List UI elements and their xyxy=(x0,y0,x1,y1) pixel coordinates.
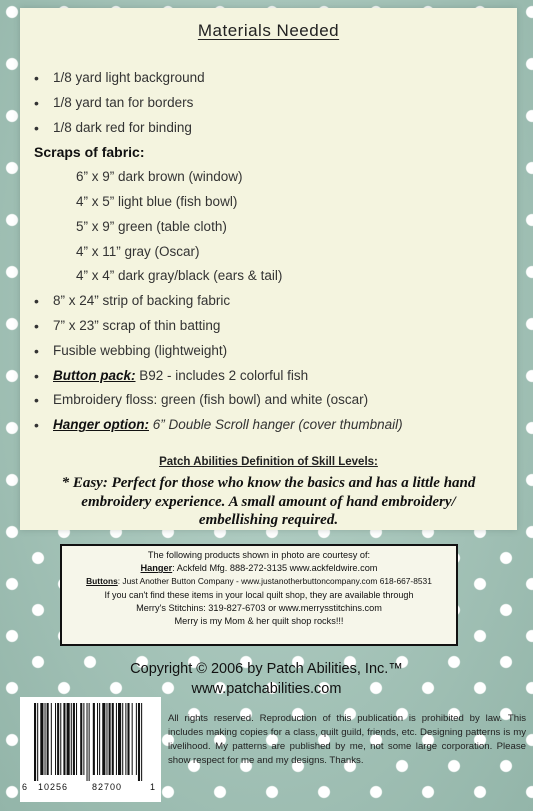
credits-buttons: Buttons: Just Another Button Company - www.justanotherbuttoncompany.com 618-667-8531 xyxy=(86,576,432,587)
barcode-digit-right: 1 xyxy=(150,782,157,792)
barcode-bar xyxy=(118,703,121,775)
barcode-bar xyxy=(141,703,142,781)
materials-panel xyxy=(20,8,517,530)
barcode-bar xyxy=(106,703,107,775)
barcode-bar xyxy=(51,703,52,775)
barcode-bar xyxy=(55,703,56,775)
barcode-bar xyxy=(45,703,46,775)
barcode-bar xyxy=(60,703,61,775)
barcode-bar xyxy=(127,703,129,775)
hanger-label: Hanger option: xyxy=(53,417,149,433)
barcode-bar xyxy=(47,703,49,775)
barcode xyxy=(20,697,161,802)
list-item: • 1/8 yard tan for borders xyxy=(34,95,504,120)
barcode-bar xyxy=(125,703,126,775)
skill-levels-title: Patch Abilities Definition of Skill Levels: xyxy=(159,456,378,468)
barcode-bar xyxy=(67,703,70,775)
floss-item: • Embroidery floss: green (fish bowl) and white (oscar) xyxy=(34,392,504,417)
credits-availability: If you can't find these items in your local quilt shop, they are available through xyxy=(104,589,414,600)
scrap-item: 5” x 9” green (table cloth) xyxy=(76,218,227,234)
barcode-bar xyxy=(40,703,43,775)
barcode-bar xyxy=(80,703,82,775)
credits-merrys: Merry's Stitchins: 319-827-6703 or www.merrysstitchins.com xyxy=(136,602,382,613)
barcode-bar xyxy=(138,703,140,781)
scrap-item: 6” x 9” dark brown (window) xyxy=(76,169,243,185)
scraps-heading: Scraps of fabric: xyxy=(34,144,145,161)
barcode-bar xyxy=(87,703,88,781)
barcode-bar xyxy=(71,703,72,775)
scrap-item: 4” x 11” gray (Oscar) xyxy=(76,243,200,259)
barcode-bar xyxy=(122,703,123,775)
credits-note: Merry is my Mom & her quilt shop rocks!!! xyxy=(174,616,344,627)
list-item: • 8” x 24” strip of backing fabric xyxy=(34,293,504,318)
barcode-bar xyxy=(102,703,105,775)
skill-levels-text: * Easy: Perfect for those who know the basics and has a little hand embroidery experience. A small amount of hand embroidery/ embellishing required. xyxy=(61,475,476,528)
scrap-item: 4” x 4” dark gray/black (ears & tail) xyxy=(76,268,283,284)
barcode-bar xyxy=(109,703,111,775)
product-credits-box xyxy=(60,544,458,646)
barcode-digit-left: 6 xyxy=(22,782,29,792)
barcode-bar xyxy=(76,703,77,775)
credits-intro: The following products shown in photo are courtesy of: xyxy=(147,550,371,560)
rights-notice: All rights reserved. Reproduction of this publication is prohibited by law. This includes making copies for a class, quilt guild, friends, etc. Designing patterns is my livelihood. My patterns are published by me, not some large corporation. Please show respect for me and my designs. Thanks. xyxy=(168,713,526,766)
barcode-bar xyxy=(37,703,38,781)
scrap-item: 4” x 5” light blue (fish bowl) xyxy=(76,193,238,209)
list-item: • Fusible webbing (lightweight) xyxy=(34,343,504,368)
list-item: • 7” x 23” scrap of thin batting xyxy=(34,318,504,343)
barcode-bar xyxy=(73,703,75,775)
barcode-bar xyxy=(83,703,84,775)
barcode-bar xyxy=(34,703,36,781)
button-pack-item: • Button pack: B92 - includes 2 colorful fish xyxy=(34,368,504,393)
barcode-digits-1: 10256 xyxy=(38,782,69,792)
barcode-bar xyxy=(136,703,137,775)
barcode-bar xyxy=(99,703,100,775)
barcode-bars xyxy=(28,703,153,781)
barcode-bar xyxy=(116,703,117,775)
barcode-bar xyxy=(93,703,95,775)
hanger-item: • Hanger option: 6” Double Scroll hanger (cover thumbnail) xyxy=(34,417,504,442)
website-line: www.patchabilities.com xyxy=(191,681,342,697)
button-pack-label: Button pack: xyxy=(53,367,136,383)
barcode-bar xyxy=(112,703,114,775)
barcode-bar xyxy=(63,703,65,775)
barcode-digits-2: 82700 xyxy=(92,782,123,792)
copyright-line: Copyright © 2006 by Patch Abilities, Inc.™ xyxy=(130,661,403,677)
list-item: • 1/8 dark red for binding xyxy=(34,120,504,145)
barcode-bar xyxy=(132,703,133,775)
barcode-bar xyxy=(57,703,59,775)
copyright-block xyxy=(0,659,533,699)
materials-list xyxy=(34,70,504,442)
materials-title: Materials Needed xyxy=(197,21,340,40)
barcode-bar xyxy=(97,703,98,775)
list-item: • 1/8 yard light background xyxy=(34,70,504,95)
barcode-bar xyxy=(89,703,90,781)
credits-hanger: Hanger: Ackfeld Mfg. 888-272-3135 www.ackfeldwire.com xyxy=(140,563,378,574)
